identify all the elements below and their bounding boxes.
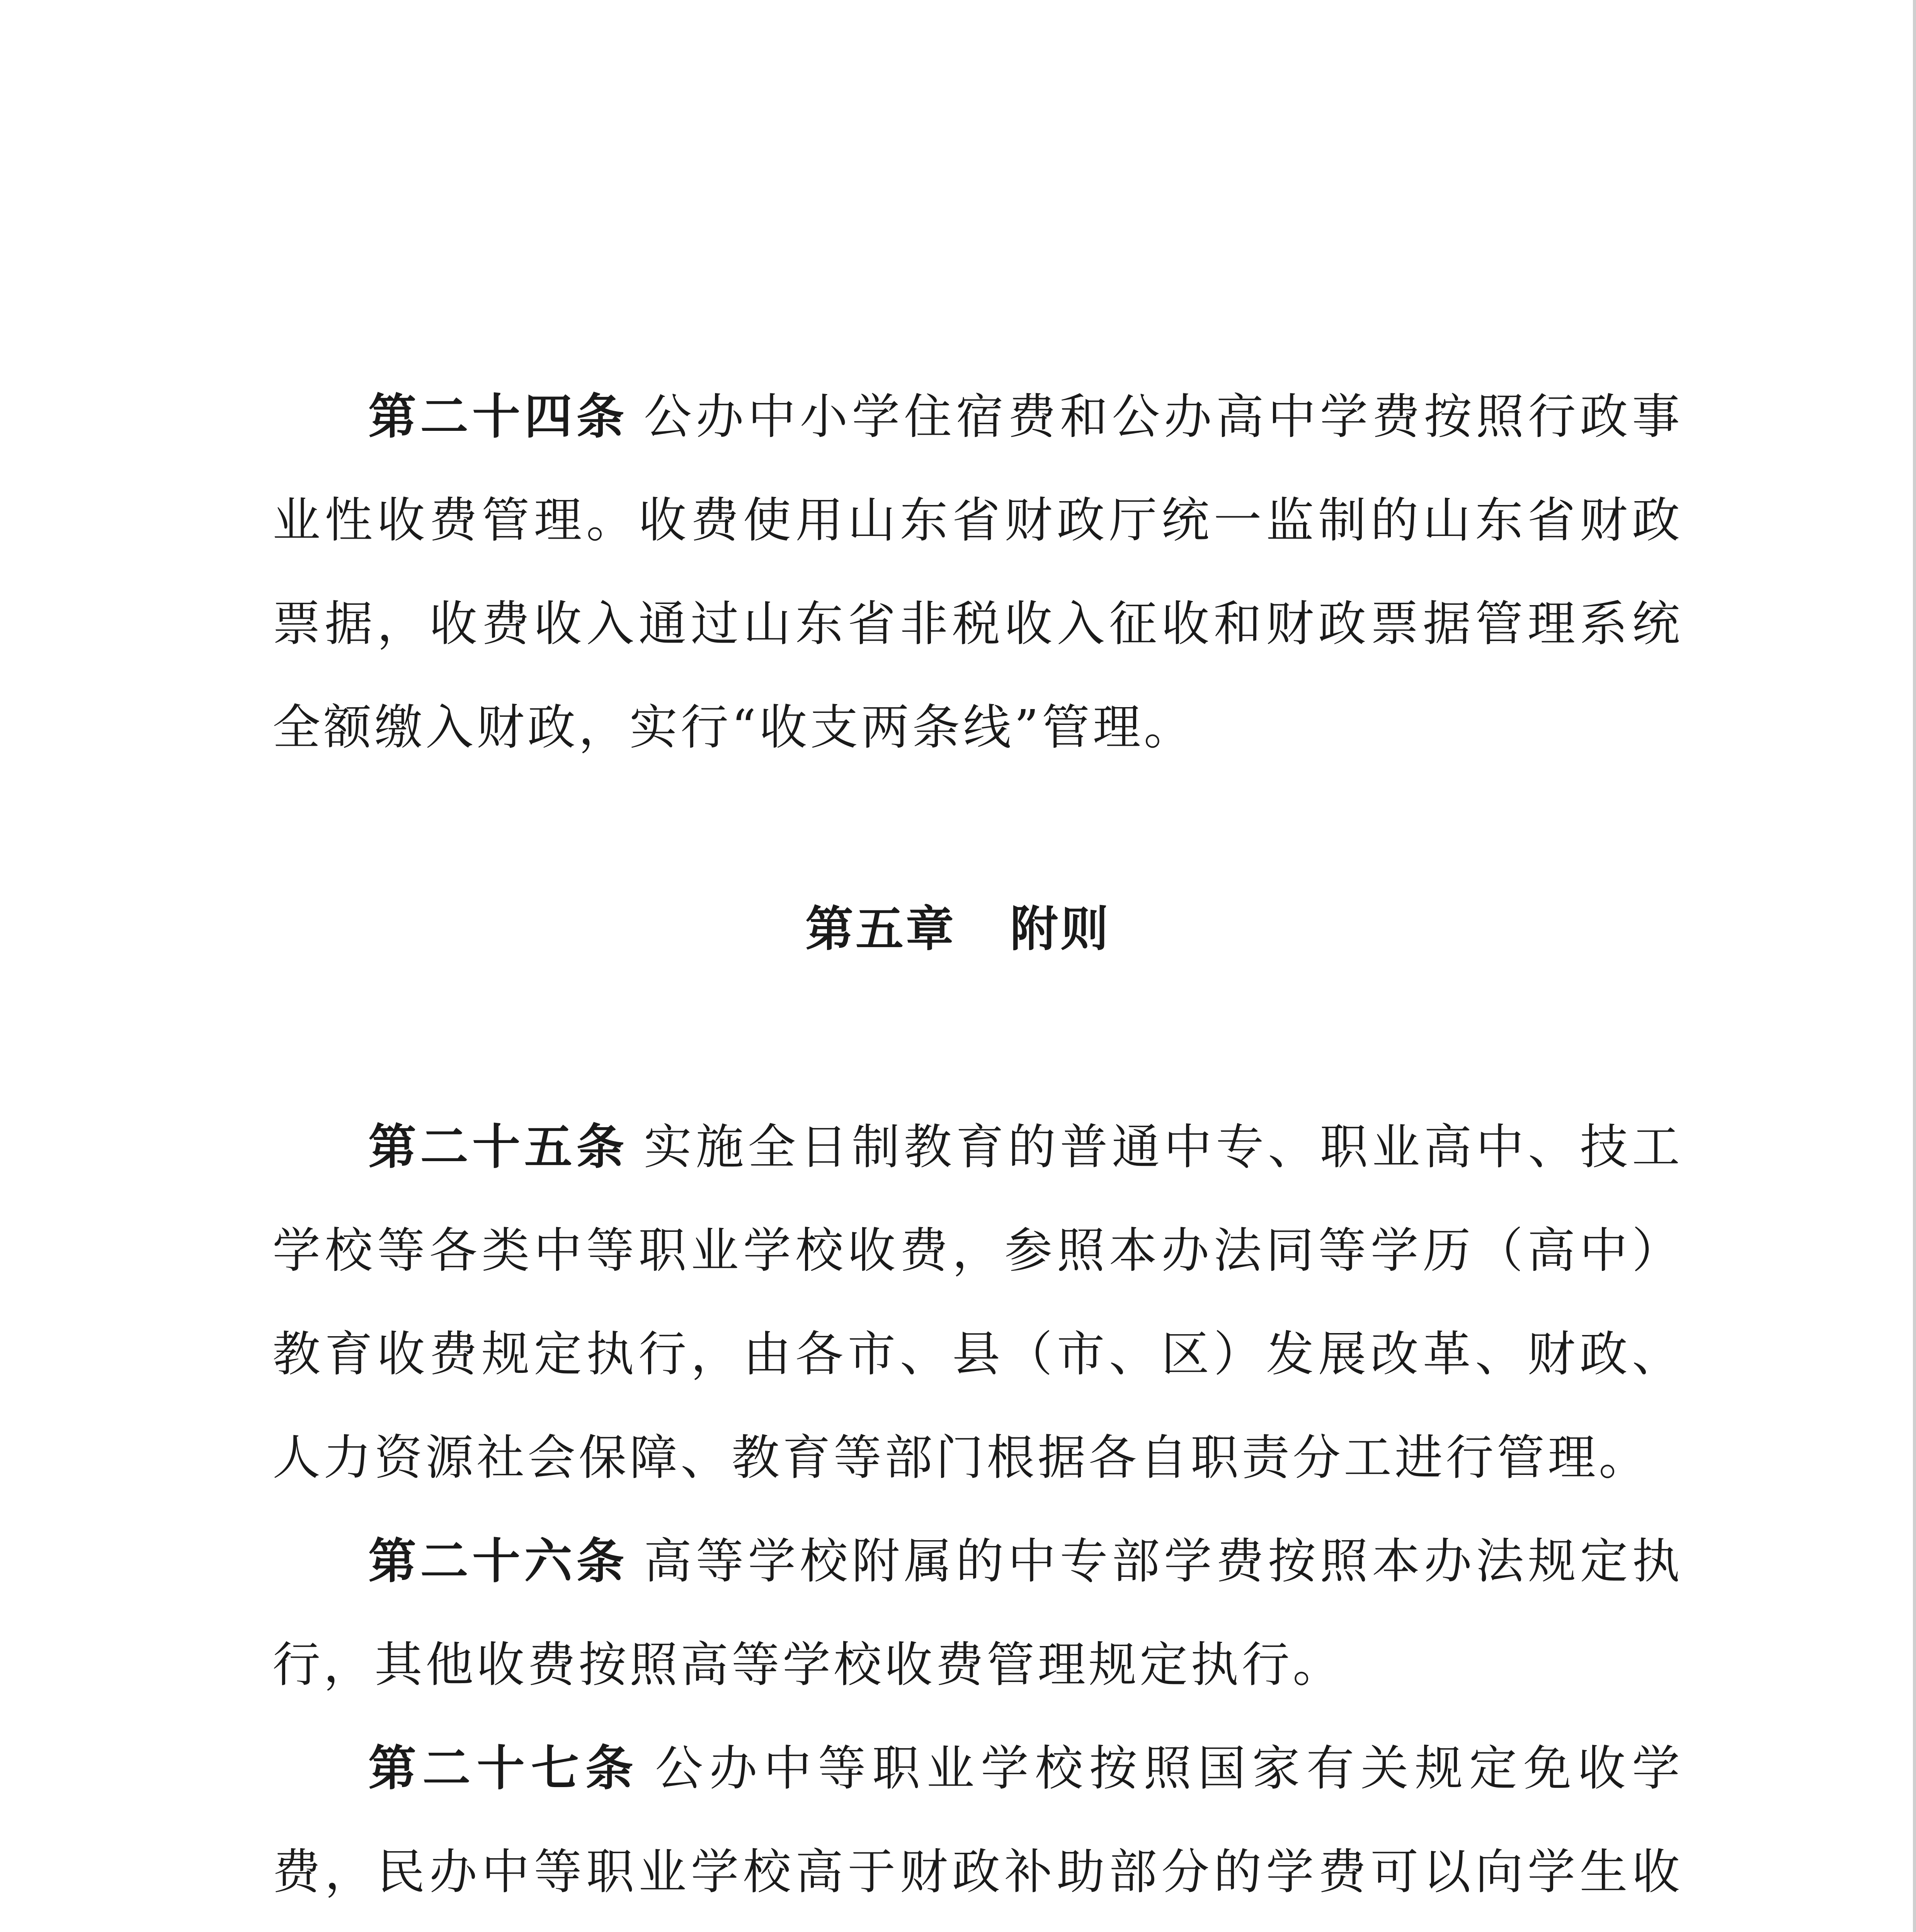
article-26-text: 高等学校附属的中专部学费按照本办法规定执行，其他收费按照高等学校收费管理规定执行。 [272,1534,1683,1693]
articles-block [272,1095,1683,1932]
chapter-heading [0,896,1916,962]
article-24-paragraph [272,365,1683,779]
article-24-block [272,365,1683,779]
chapter-title: 附则 [1010,901,1111,957]
chapter-number: 第五章 [805,901,956,957]
article-27-number: 第二十七条 [368,1741,640,1796]
scan-page-edge [1913,0,1916,1932]
article-26-number: 第二十六条 [368,1534,628,1589]
article-27-text: 公办中等职业学校按照国家有关规定免收学费，民办中等职业学校高于财政补助部分的学费可以向学生收 [272,1741,1683,1900]
article-24-number: 第二十四条 [368,389,628,445]
article-25-number: 第二十五条 [368,1119,628,1175]
article-24-text: 公办中小学住宿费和公办高中学费按照行政事业性收费管理。收费使用山东省财政厅统一监制的山东省财政票据，收费收入通过山东省非税收入征收和财政票据管理系统全额缴入财政，实行“收支两条线”管理。 [272,389,1683,755]
article-25-paragraph [272,1095,1683,1510]
article-25-text: 实施全日制教育的普通中专、职业高中、技工学校等各类中等职业学校收费，参照本办法同等学历（高中）教育收费规定执行，由各市、县（市、区）发展改革、财政、人力资源社会保障、教育等部门根据各自职责分工进行管理。 [272,1119,1683,1486]
article-27-paragraph [272,1717,1683,1932]
article-26-paragraph [272,1510,1683,1717]
